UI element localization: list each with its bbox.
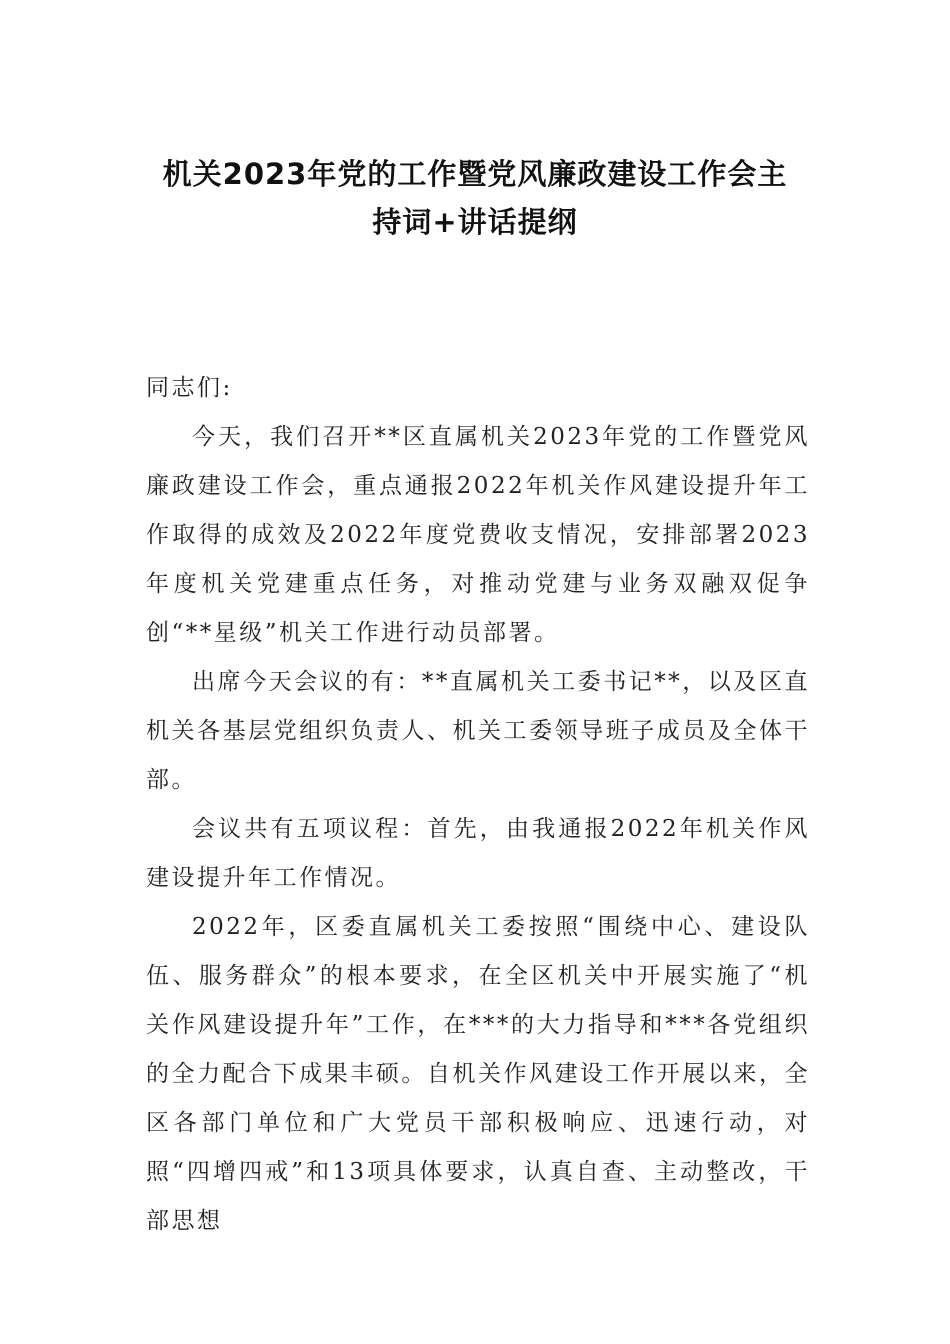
salutation: 同志们:: [146, 375, 233, 401]
title-line-1: 机关2023年党的工作暨党风廉政建设工作会主: [162, 157, 788, 191]
paragraph: 会议共有五项议程：首先，由我通报2022年机关作风建设提升年工作情况。: [146, 816, 810, 891]
paragraph: 今天，我们召开**区直属机关2023年党的工作暨党风廉政建设工作会，重点通报2022年机关作风建设提升年工作取得的成效及2022年度党费收支情况，安排部署2023年度机关党建重点任务，对推动党建与业务双融双促争创“**星级”机关工作进行动员部署。: [146, 424, 810, 646]
document-title: [120, 150, 830, 246]
paragraph: 2022年，区委直属机关工委按照“围绕中心、建设队伍、服务群众”的根本要求，在全区机关中开展实施了“机关作风建设提升年”工作，在***的大力指导和***各党组织的全力配合下成果丰硕。自机关作风建设工作开展以来，全区各部门单位和广大党员干部积极响应、迅速行动，对照“四增四戒”和13项具体要求，认真自查、主动整改，干部思想: [146, 914, 810, 1234]
title-line-2: 持词+讲话提纲: [372, 205, 578, 239]
document-body: [146, 364, 810, 1246]
paragraph: 出席今天会议的有：**直属机关工委书记**，以及区直机关各基层党组织负责人、机关工委领导班子成员及全体干部。: [146, 669, 810, 793]
